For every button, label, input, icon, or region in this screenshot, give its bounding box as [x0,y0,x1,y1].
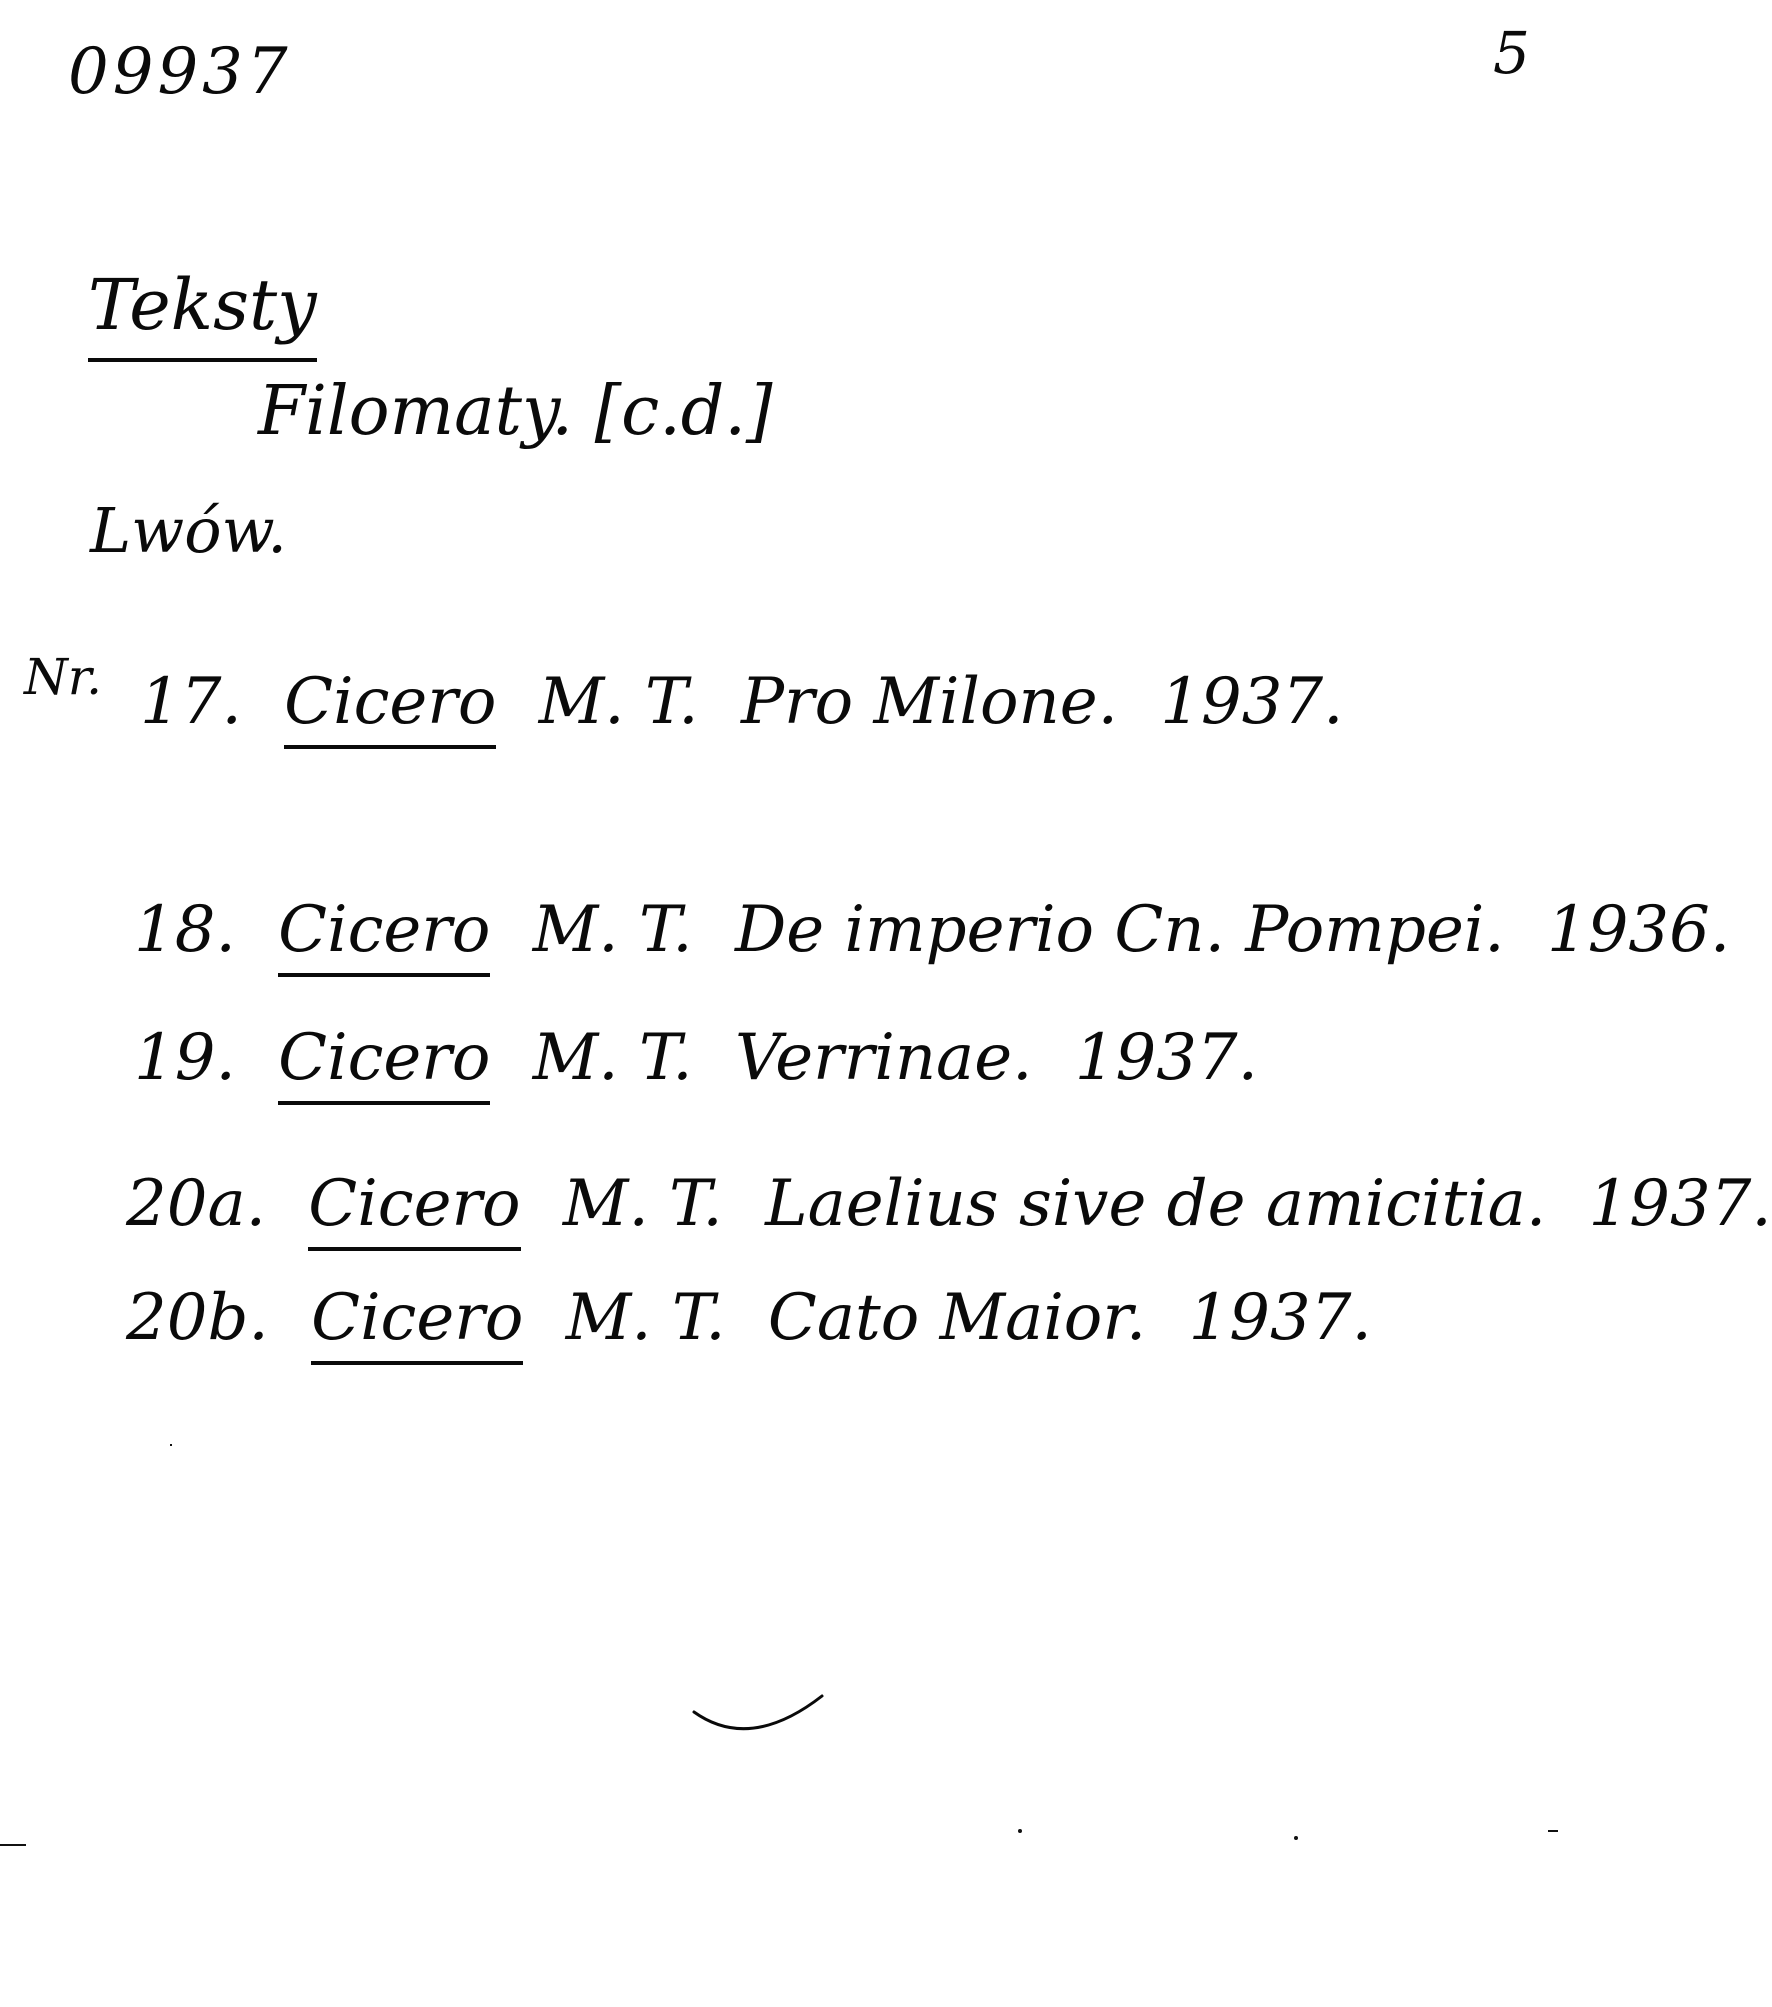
entry-number: 17. [140,665,242,739]
entry-number: 18. [134,893,236,967]
entry-author: Cicero [278,1021,490,1105]
entry-title: Laelius sive de amicitia. [765,1167,1547,1241]
entry-author: Cicero [284,665,496,749]
entry-row [134,893,1731,967]
entry-number: 20b. [126,1281,269,1355]
scan-speck [170,1444,172,1446]
page-number: 5 [1493,19,1530,87]
entry-year: 1936. [1546,893,1731,967]
entry-row [134,1021,1258,1095]
entry-title: Cato Maior. [767,1281,1147,1355]
subject-title: Teksty [88,264,317,362]
entry-initials: M. T. [562,1167,723,1241]
entry-author: Cicero [311,1281,523,1365]
entry-year: 1937. [1074,1021,1258,1095]
entry-row [126,1167,1772,1241]
entries-label: Nr. [24,648,103,706]
scan-speck [1548,1830,1558,1832]
publisher-line: Filomaty. [c.d.] [258,372,773,451]
entry-title: Verrinae. [734,1021,1033,1095]
entry-initials: M. T. [538,665,699,739]
entry-initials: M. T. [532,893,693,967]
entry-row [126,1281,1372,1355]
entry-initials: M. T. [532,1021,693,1095]
entry-row [140,665,1344,739]
entry-title: Pro Milone. [740,665,1118,739]
entry-author: Cicero [308,1167,520,1251]
catalog-number: 09937 [68,35,292,109]
subject-heading [88,264,317,346]
scan-speck [1018,1829,1022,1833]
entry-year: 1937. [1188,1281,1372,1355]
entry-year: 1937. [1588,1167,1772,1241]
entry-number: 20a. [126,1167,266,1241]
scan-speck [1294,1836,1298,1840]
entry-number: 19. [134,1021,236,1095]
entry-year: 1937. [1160,665,1344,739]
place-line: Lwów. [90,494,287,567]
entry-author: Cicero [278,893,490,977]
entry-initials: M. T. [565,1281,726,1355]
closing-flourish [690,1690,830,1760]
scan-speck [0,1844,26,1846]
entry-title: De imperio Cn. Pompei. [734,893,1505,967]
